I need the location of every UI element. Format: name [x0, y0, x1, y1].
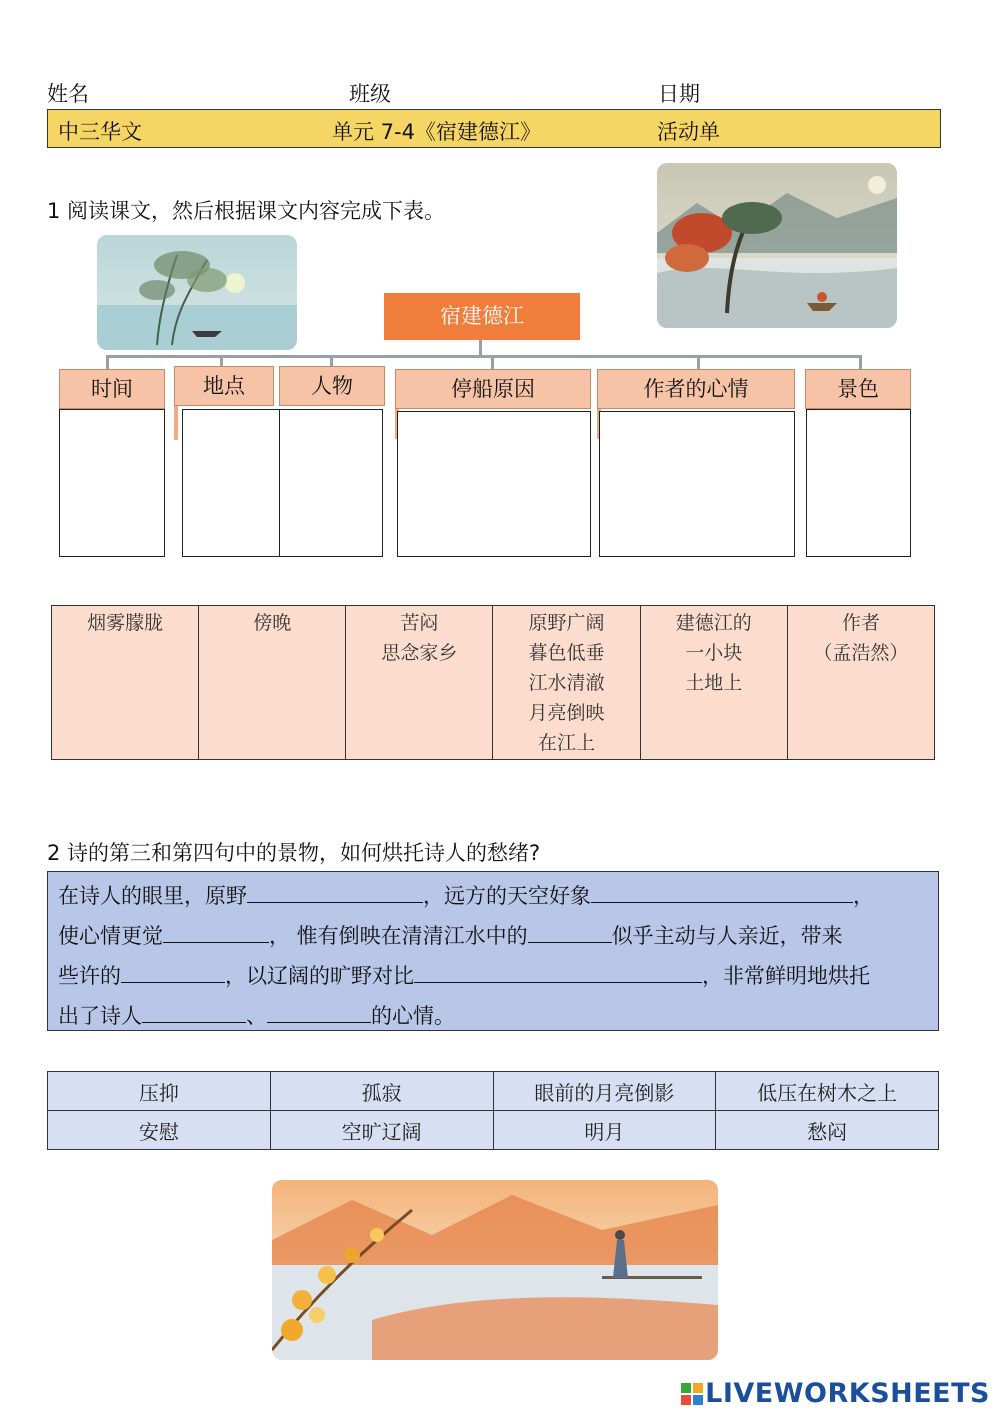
connector-drop	[106, 355, 109, 369]
category-feeling: 作者的心情	[597, 369, 795, 409]
fill-in-paragraph	[47, 871, 939, 1031]
paragraph-text: ，远方的天空好象	[423, 884, 591, 908]
paragraph-line	[58, 920, 843, 950]
answer-box-scenery[interactable]	[806, 409, 911, 557]
paragraph-text: 的心情。	[371, 1004, 455, 1028]
date-label: 日期	[658, 82, 700, 106]
question-2: 2 诗的第三和第四句中的景物，如何烘托诗人的愁绪?	[47, 841, 541, 865]
word-option[interactable]: 压抑	[48, 1072, 271, 1111]
class-label: 班级	[349, 82, 391, 106]
option-card[interactable]	[199, 606, 346, 760]
answer-box-reason[interactable]	[397, 411, 591, 557]
paragraph-text: 出了诗人	[58, 1004, 142, 1028]
word-option[interactable]: 明月	[493, 1111, 716, 1150]
question-1: 1 阅读课文，然后根据课文内容完成下表。	[47, 199, 446, 223]
blank-input[interactable]	[247, 880, 423, 903]
word-option[interactable]: 安慰	[48, 1111, 271, 1150]
word-option[interactable]: 愁闷	[716, 1111, 939, 1150]
word-bank-table	[47, 1071, 939, 1150]
category-edge	[174, 406, 178, 440]
option-line: 一小块	[685, 642, 743, 664]
answer-box-time[interactable]	[59, 409, 165, 557]
option-line: 苦闷	[400, 612, 439, 634]
option-line: 建德江的	[675, 612, 752, 634]
category-scenery: 景色	[805, 369, 911, 409]
option-line: 作者	[841, 612, 880, 634]
connector-drop	[491, 355, 494, 369]
paragraph-text: 、	[246, 1004, 267, 1028]
option-line: 在江上	[538, 732, 596, 754]
option-line: （孟浩然）	[813, 642, 909, 664]
blank-input[interactable]	[414, 960, 702, 983]
paragraph-text: 在诗人的眼里，原野	[58, 884, 247, 908]
paragraph-text: ，非常鲜明地烘托	[702, 964, 870, 988]
topic-box: 宿建德江	[384, 293, 580, 340]
sheet-type: 活动单	[657, 120, 720, 144]
option-line: 月亮倒映	[528, 702, 605, 724]
option-card[interactable]	[787, 606, 934, 760]
category-reason: 停船原因	[395, 369, 591, 409]
blank-input[interactable]	[267, 1000, 371, 1023]
connector-drop	[697, 355, 700, 369]
blank-input[interactable]	[528, 920, 612, 943]
option-line: 烟雾朦胧	[87, 612, 164, 634]
word-option[interactable]: 低压在树木之上	[716, 1072, 939, 1111]
paragraph-text: 似乎主动与人亲近，带来	[611, 924, 843, 948]
blank-input[interactable]	[591, 880, 853, 903]
liveworksheets-logo	[681, 1378, 990, 1409]
lake-painting-image	[97, 235, 297, 350]
option-card[interactable]	[346, 606, 493, 760]
paragraph-text: 些许的	[58, 964, 121, 988]
option-line: 原野广阔	[528, 612, 605, 634]
category-person: 人物	[279, 366, 385, 406]
answer-box-feeling[interactable]	[599, 411, 795, 557]
paragraph-line	[58, 960, 870, 990]
logo-icon	[681, 1381, 703, 1403]
option-line: 傍晚	[253, 612, 292, 634]
paragraph-line	[58, 1000, 455, 1030]
answer-options-table	[51, 605, 935, 760]
connector-stem	[479, 340, 482, 356]
connector-drop	[859, 355, 862, 369]
option-line: 思念家乡	[381, 642, 458, 664]
answer-box-person[interactable]	[279, 409, 383, 557]
option-card[interactable]	[640, 606, 787, 760]
course-name: 中三华文	[58, 120, 142, 144]
paragraph-text: ，以辽阔的旷野对比	[225, 964, 414, 988]
word-option[interactable]: 眼前的月亮倒影	[493, 1072, 716, 1111]
logo-text: LIVEWORKSHEETS	[705, 1378, 990, 1409]
category-place: 地点	[174, 366, 274, 406]
title-banner	[47, 109, 941, 148]
option-line: 江水清澈	[528, 672, 605, 694]
paragraph-text: ， 惟有倒映在清清江水中的	[269, 924, 528, 948]
autumn-lake-image	[272, 1180, 718, 1360]
unit-title: 单元 7-4《宿建德江》	[332, 120, 541, 144]
category-time: 时间	[59, 369, 165, 409]
blank-input[interactable]	[163, 920, 269, 943]
paragraph-line	[58, 880, 874, 910]
option-line: 暮色低垂	[528, 642, 605, 664]
landscape-painting-image	[657, 163, 897, 328]
blank-input[interactable]	[142, 1000, 246, 1023]
word-option[interactable]: 空旷辽阔	[270, 1111, 493, 1150]
option-card[interactable]	[52, 606, 199, 760]
paragraph-text: ，	[853, 884, 874, 908]
answer-box-place[interactable]	[182, 409, 282, 557]
blank-input[interactable]	[121, 960, 225, 983]
word-option[interactable]: 孤寂	[270, 1072, 493, 1111]
option-line: 土地上	[685, 672, 743, 694]
name-label: 姓名	[47, 82, 89, 106]
option-card[interactable]	[493, 606, 640, 760]
paragraph-text: 使心情更觉	[58, 924, 163, 948]
